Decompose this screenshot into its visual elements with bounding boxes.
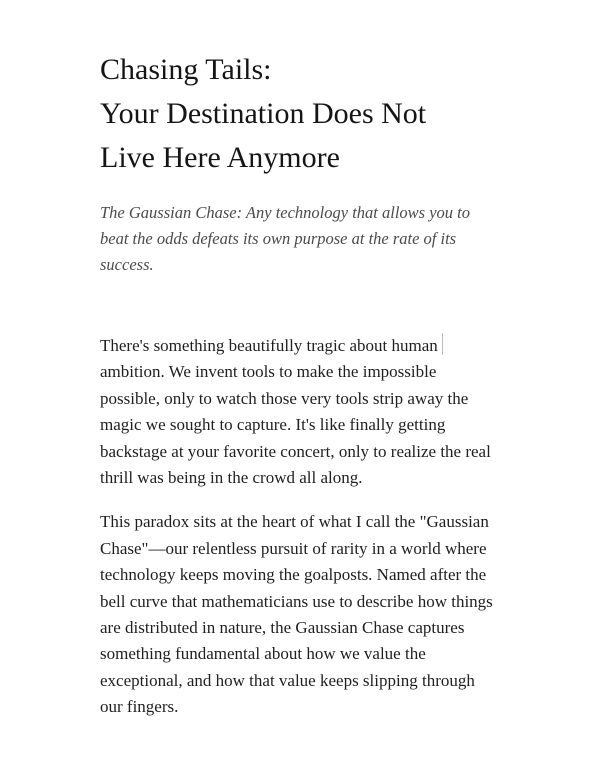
text-cursor — [442, 333, 443, 355]
paragraph-1[interactable] — [100, 333, 500, 491]
title-line-3: Live Here Anymore — [100, 141, 340, 174]
paragraph-2[interactable] — [100, 509, 500, 720]
article — [100, 48, 500, 739]
paragraph-2-text: This paradox sits at the heart of what I call the "Gaussian Chase"—our relentless pursuit of rarity in a world where technology keeps moving the goalposts. Named after the bell curve that mathematicians use to describe how things are distributed in nature, the Gaussian Chase captures something fundamental about how we value the exceptional, and how that value keeps slipping through our fingers. — [100, 512, 493, 717]
title-line-2: Your Destination Does Not — [100, 97, 427, 130]
paragraph-1-text: There's something beautifully tragic about human ambition. We invent tools to make the impossible possible, only to watch those very tools strip away the magic we sought to capture. It's like finally getting backstage at your favorite concert, only to realize the real thrill was being in the crowd all along. — [100, 336, 491, 487]
article-body[interactable] — [100, 333, 500, 721]
article-title — [100, 48, 500, 180]
title-line-1: Chasing Tails: — [100, 53, 272, 86]
article-subtitle: The Gaussian Chase: Any technology that allows you to beat the odds defeats its own purpose at the rate of its success. — [100, 203, 471, 274]
